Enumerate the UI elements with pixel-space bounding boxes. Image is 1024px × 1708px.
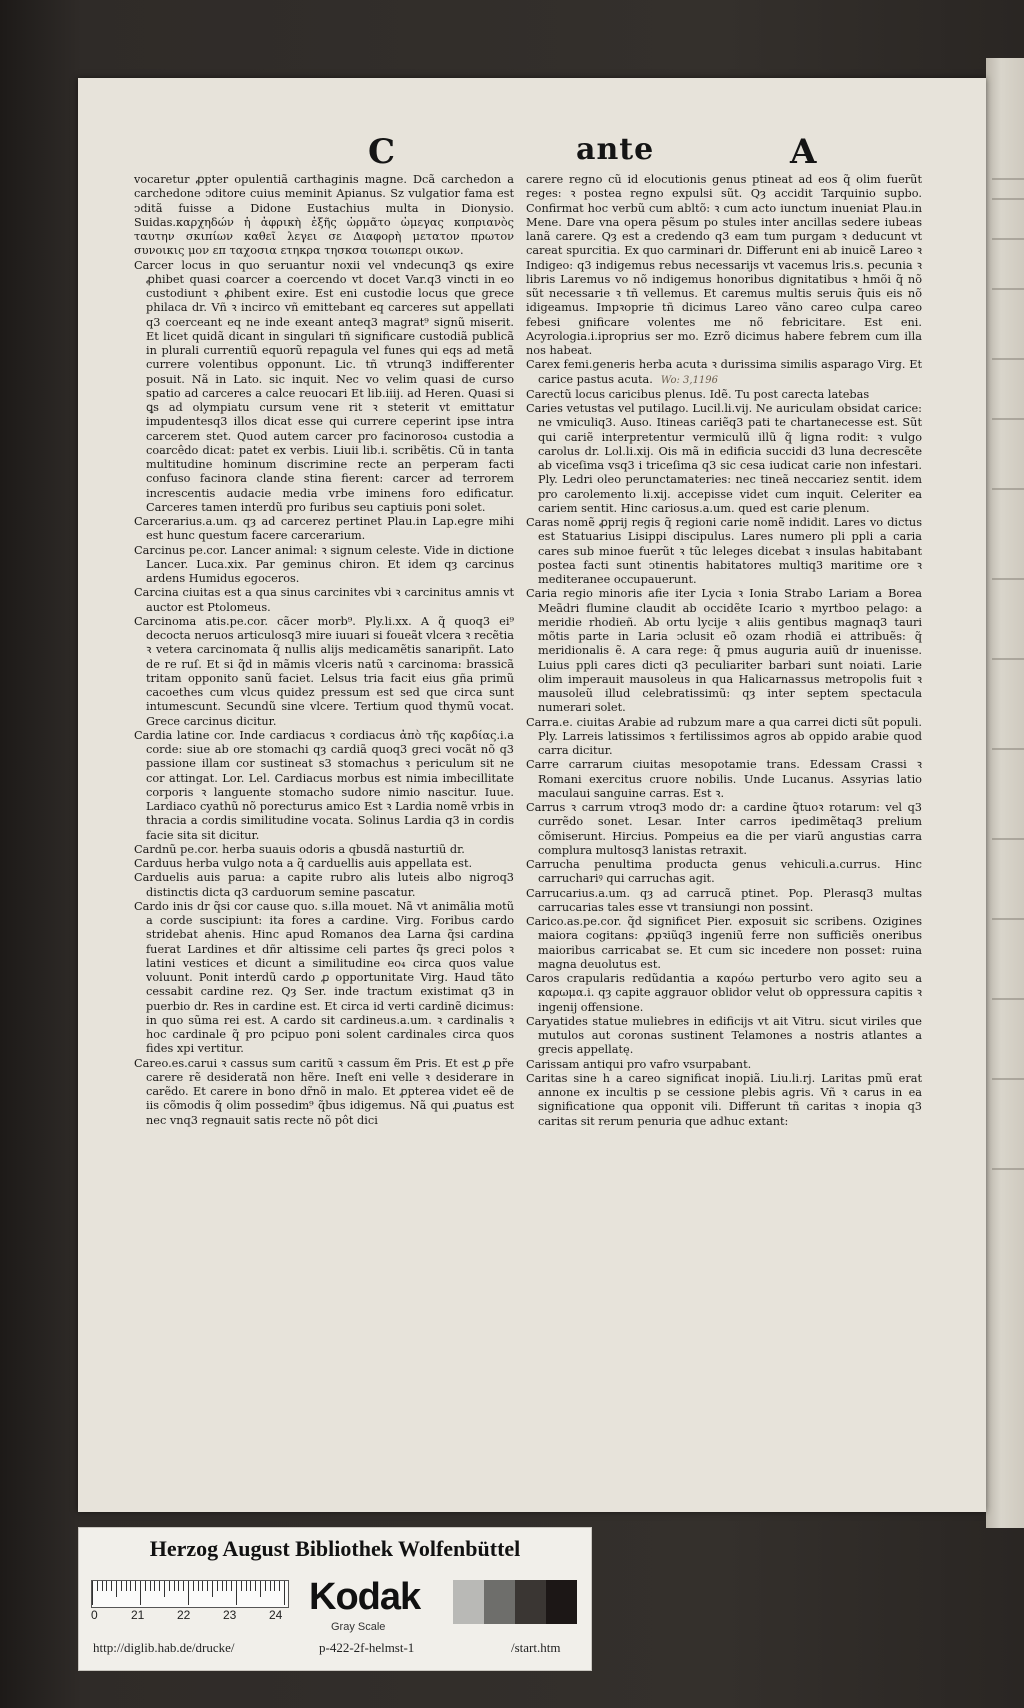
ruler-tick	[231, 1581, 232, 1591]
facing-page-edge	[986, 58, 1024, 1528]
ruler-tick	[174, 1581, 175, 1591]
dictionary-entry: Caros crapularis redũdantia a καρόω perturbo vero agito seu a καρωμα.i. qȝ capite aggrauor oblidor velut ob oppressura capitis ꝛ ingenij offensione.	[526, 972, 922, 1014]
dictionary-entry: Careo.es.carui ꝛ cassus sum caritũ ꝛ cassum ẽm Pris. Et est ꝓ pr̃e carere rẽ desideratã non hẽre. Ineſt eni velle ꝛ desiderare in carẽdo. Et carere in bono dr̃nõ in malo. Et ꝓpterea videt eẽ de iis cõmodis q̃ olim possedim⁹ q̃bus idigemus. Nã qui ꝓuatus est nec vnq3 regnauit satis recte nõ pôt dici	[134, 1056, 514, 1127]
ruler-tick	[130, 1581, 131, 1591]
ruler-tick	[169, 1581, 170, 1591]
kodak-logo: Kodak	[309, 1576, 421, 1618]
dictionary-entry: Cardnũ pe.cor. herba suauis odoris a qbusdã nasturtiũ dr.	[134, 842, 465, 856]
color-target-card	[78, 1527, 592, 1671]
dictionary-entry	[526, 358, 922, 388]
measurement-ruler	[91, 1580, 289, 1608]
ruler-tick	[154, 1581, 155, 1591]
ruler-tick	[207, 1581, 208, 1591]
header-left-letter: C	[368, 132, 396, 172]
dictionary-entry: Carectũ locus caricibus plenus. Idẽ. Tu post carecta latebas	[526, 387, 870, 401]
dictionary-entry: Carduelis auis parua: a capite rubro alis luteis albo nigroq3 distinctis dicta q3 carduorum semine pascatur.	[134, 871, 514, 899]
right-text-column	[526, 173, 922, 1129]
ruler-tick	[250, 1581, 251, 1591]
start-page: /start.htm	[511, 1640, 561, 1655]
dictionary-entry: Carissam antiqui pro vafro vsurpabant.	[526, 1057, 752, 1071]
entry-text: Carex femi.generis herba acuta ꝛ durissima similis asparago Virg. Et carice pastus acuta.	[526, 358, 922, 386]
ruler-label: 22	[177, 1608, 191, 1622]
gray-swatch	[484, 1580, 515, 1624]
ruler-tick	[217, 1581, 218, 1591]
dictionary-entry: Carcerarius.a.um. qȝ ad carcerez pertinet Plau.in Lap.egre mihi est hunc questum facere carcerarium.	[134, 515, 514, 543]
dictionary-entry: Carrus ꝛ carrum vtroq3 modo dr: a cardine q̃tuoꝛ rotarum: vel q3 currẽdo sonet. Lesar. Inter carros ipedimẽtaq3 prelium cõmiserunt. Hircius. Pompeius ea die per viarũ angustias carra complura multosq3 lanistas retraxit.	[526, 801, 922, 857]
ruler-tick	[241, 1581, 242, 1591]
ruler-tick	[270, 1581, 271, 1591]
ruler-tick	[111, 1581, 112, 1591]
book-page	[78, 78, 986, 1512]
left-text-column	[134, 173, 514, 1128]
ruler-tick	[121, 1581, 122, 1591]
url-base: http://diglib.hab.de/drucke/	[93, 1640, 235, 1655]
page-header	[78, 132, 986, 172]
ruler-tick	[188, 1581, 189, 1605]
ruler-tick	[274, 1581, 275, 1591]
dictionary-entry: Caras nomẽ ꝓprij regis q̃ regioni carie nomẽ indidit. Lares vo dictus est Statuarius Lisippi discipulus. Lares numero pli ppli a caria cares sub minoe fuerũt ꝛ tũc leleges dicebat ꝛ insulas habitabant postea facti sunt ↄtinentis habitatores multiq3 maritime ore ꝛ mediteranee occupauerunt.	[526, 516, 922, 586]
dictionary-entry: Carrucha penultima producta genus vehiculi.a.currus. Hinc carruchariꝰ qui carruchas agit.	[526, 858, 922, 886]
ruler-tick	[202, 1581, 203, 1591]
paragraph: carere regno cũ id elocutionis genus ptineat ad eos q̃ olim fuerũt reges: ꝛ postea regno expulsi sũt. Qȝ accidit Tarquinio supbo. Confirmat hoc verbũ cum abltõ: ꝛ cum acto iunctum inueniat Plau.in Mene. Dare vna opera pẽsum po stules inter ancillas sedere iubeas lanã carere. Qȝ est a credendo q3 eam tum purgam ꝛ deducunt vt careat spurcitia. Ex quo carminari dr. Differunt eni ab inuicẽ Lareo ꝛ Indigeo: q3 indigemus rebus necessarijs vt vacemus lris.s. pecunia ꝛ libris Laremus vo nõ indigemus honoribus dignitatibus ꝛ hmõi q̃ nõ sũt necessarie ꝛ tñ vellemus. Et caremus multis seruis q̃uis eis nõ idigeamus. Impꝛoprie tñ dicimus Lareo vãno careo culpa careo febesi gnificare volentes me nõ febricitare. Est eni. Acyrologia.i.iproprius ser mo. Ezrõ dicimus habere febrem cum illa nos habeat.	[526, 173, 922, 357]
ruler-labels	[91, 1608, 301, 1624]
ruler-tick	[279, 1581, 280, 1591]
ruler-tick	[236, 1581, 237, 1605]
gray-scale-swatches	[453, 1580, 577, 1624]
ruler-tick	[159, 1581, 160, 1591]
dictionary-entry: Carico.as.pe.cor. q̃d significet Pier. exposuit sic scribens. Ozigines maiora cogitans: ꝓpꝛiũq3 ingeniũ ferre non sufficiẽs oneribus maioribus carricabat se. Et cum sic incedere non posset: ruina magna deuolutus est.	[526, 915, 922, 971]
gray-swatch	[515, 1580, 546, 1624]
dictionary-entry: Carduus herba vulgo nota a q̃ carduellis auis appellata est.	[134, 857, 473, 870]
ruler-tick	[135, 1581, 136, 1591]
ruler-tick	[150, 1581, 151, 1591]
gray-swatch	[546, 1580, 577, 1624]
ruler-tick	[265, 1581, 266, 1591]
digital-library-urls	[79, 1640, 591, 1664]
paragraph: vocaretur ꝓpter opulentiã carthaginis magne. Dcã carchedon a carchedone ↄditore cuius meminit Apianus. Sz vulgatior fama est ↄditã fuisse a Didone Eustachius multa in Dionysio. Suidas.καρχηδών ἡ ἀφρικὴ ἐξῆς ὠρμᾶτο ὠμεγας κυπριανὸς ταυτην σκιπίων καθεῖ λεγει σε Διαφορὴ μετατον πρωτον συνοικις μον επ ταχοσια ετηκρα τησκσα τοιωπερι οικων.	[134, 173, 514, 258]
gray-scale-label: Gray Scale	[331, 1621, 386, 1633]
dictionary-entry: Carre carrarum ciuitas mesopotamie trans. Edessam Crassi ꝛ Romani exercitus cruore nobilis. Unde Lucanus. Assyrias latio maculaui sanguine carras. Est ꝛ.	[526, 758, 922, 800]
ruler-tick	[193, 1581, 194, 1591]
dictionary-entry: Caries vetustas vel putilago. Lucil.li.vij. Ne auriculam obsidat carice: ne vmiculiq3. Auso. Itineas cariẽq3 pati te chartanecesse est. Sũt qui cariẽ interpretentur vermiculũ illũ q̃ ligna rodit: ꝛ vulgo carolus dr. Lol.li.xij. Ois mã in edificia succidi d3 luna decrescẽte ab viceſima vsq3 i triceſima q3 sic cesa iudicat carie non infestari. Ply. Ledri oleo perunctamateries: nec tineã neccariez sentit. idem pro carolemento li.xij. accepisse videt cum inquit. Celeriter ea cariem sentit. Hinc cariosus.a.um. qued est carie plenum.	[526, 402, 922, 515]
ruler-tick	[106, 1581, 107, 1591]
shelfmark: p-422-2f-helmst-1	[319, 1640, 415, 1655]
ruler-tick	[116, 1581, 117, 1597]
dictionary-entry: Cardia latine cor. Inde cardiacus ꝛ cordiacus ἀπὸ τῆς καρδίας.i.a corde: siue ab ore stomachi qȝ cardiã quoq3 greci vocãt nõ q3 passione illam cor sustineat s3 stomachus ꝛ periculum sit ne cor attingat. Lor. Lel. Cardiacus morbus est nimia imbecillitate corporis ꝛ languente stomacho sudore nimio nascitur. Iuue. Lardiaco cyathũ nõ porecturus amico Est ꝛ Lardia nomẽ vrbis in thracia a cordis similitudine vocata. Solinus Lardia q3 in cordis facie sita sit dicitur.	[134, 728, 514, 842]
ruler-tick	[183, 1581, 184, 1591]
dictionary-entry: Carrucarius.a.um. qȝ ad carrucã ptinet. Pop. Plerasq3 multas carrucarias tales esse vt transiungi non possint.	[526, 886, 922, 914]
ruler-tick	[260, 1581, 261, 1597]
ruler-label: 23	[223, 1608, 237, 1622]
ruler-tick	[246, 1581, 247, 1591]
ruler-tick	[255, 1581, 256, 1591]
header-running-title: ante	[576, 132, 655, 167]
ruler-tick	[145, 1581, 146, 1591]
ruler-tick	[102, 1581, 103, 1591]
dictionary-entry: Cardo inis dr q̃si cor cause quo. s.illa mouet. Nã vt animãlia motũ a corde suscipiunt: ita fores a cardine. Virg. Foribus cardo stridebat ahenis. Hinc apud Romanos dea Larna q̃si cardina fuerat Lardines et dñr altissime celi partes q̃s greci polos ꝛ latini vestices et dicunt a similitudine eo₄ circa quos value voluunt. Ponit interdũ cardo ꝓ opportunitate Virg. Haud tãto cessabit cardine rez. Qȝ Ser. inde tractum existimat q3 in puerbio dr. Res in cardine est. Et circa id verti cardinẽ dicimus: in quo sũma rei est. A cardo sit cardineus.a.um. ꝛ cardinalis ꝛ hoc cardinale q̃ pro pcipuo poni solent cardinales circa quos fides xpi vertitur.	[134, 899, 514, 1056]
ruler-tick	[284, 1581, 285, 1605]
ruler-label: 21	[131, 1608, 145, 1622]
dictionary-entry: Caritas sine h a careo significat inopiã. Liu.li.rj. Laritas pmũ erat annone ex incultis p se cessione plebis agris. Vñ ꝛ carus in ea significatione qua opponit vili. Differunt tñ caritas ꝛ inopia q3 caritas sit rerum penuria que adhuc extant:	[526, 1071, 922, 1128]
dictionary-entry: Carcina ciuitas est a qua sinus carcinites vbi ꝛ carcinitus amnis vt auctor est Ptolomeus.	[134, 586, 514, 614]
ruler-tick	[97, 1581, 98, 1591]
dictionary-entry: Caryatides statue muliebres in edificijs vt ait Vitru. sicut viriles que mutulos aut coronas sustinent Telamones a nostris atlantes a grecis appellatę.	[526, 1014, 922, 1057]
ruler-tick	[222, 1581, 223, 1591]
dictionary-entry: Caria regio minoris afie iter Lycia ꝛ Ionia Strabo Lariam a Borea Meãdri flumine claudit ab occidẽte Icario ꝛ myrtboo pelago: a meridie rhodieñ. Ab ortu lycije ꝛ aliis gentibus magnaq3 tauri mõtis parte in Laria ↄclusit eõ ozam rhodiã ei attribuẽs: q̃ meridionalis ẽ. A cara rege: q̃ pmus auguria auiũ dr inuenisse. Luius ppli cares dicti q3 peculiariter barbari sunt noiati. Larie olim imperauit mausoleus in qua Halicarnassus metropolis fuit ꝛ mausoleũ illud celebratissimũ: qȝ inter septem spectacula numerari solet.	[526, 587, 922, 715]
dictionary-entry: Carcinus pe.cor. Lancer animal: ꝛ signum celeste. Vide in dictione Lancer. Luca.xix. Par geminus chiron. Et idem qȝ carcinus ardens Humidus egoceros.	[134, 543, 514, 585]
ruler-label: 24	[269, 1608, 283, 1622]
dictionary-entry: Carcinoma atis.pe.cor. cãcer morb⁹. Ply.li.xx. A q̃ quoq3 ei⁹ decocta neruos articulosq3 mire iuuari si foueãt vlcera ꝛ recẽtia ꝛ vetera carcinomata q̃ nullis alijs medicamẽtis sanaripñt. Lato de re ruſ. Et si q̃d in mãmis vlceris natũ ꝛ carcinoma: brassicã tritam opponito sanũ faciet. Lelsus tria facit eius gña primũ cacoethes cum vlcus quidez pressum est sed que circa sunt intumescunt. Secundũ sine vlcere. Tertium quod thymũ vocat. Grece carcinus dicitur.	[134, 614, 514, 728]
ruler-tick	[178, 1581, 179, 1591]
library-title: Herzog August Bibliothek Wolfenbüttel	[149, 1536, 521, 1561]
dictionary-entry: Carcer locus in quo seruantur noxii vel vndecunq3 ꝗs exire ꝓhibet quasi coarcer a coercendo vt docet Var.q3 vincti in eo custodiunt ꝛ ꝓhibent exire. Est eni custodie locus que grece philaca dr. Vñ ꝛ incirco vñ emittebant eq carceres sut appellati q3 coerceant eq ne inde exeant anteq3 magrat⁹ signũ miserit. Et licet quidã dicant in singulari tñ significare custodiã publicã in plurali currentiũ equorũ repagula vel funes qui eqs ad metã currere volentibus opponunt. Lic. tñ vtrunq3 indifferenter posuit. Nã in Lato. sic inquit. Nec vo velim quasi de curso spatio ad carceres a calce reuocari Et lib.iiij. ad Heren. Quasi si ꝗs ad olympiatu cursum vene rit ꝛ steterit vt emittatur impudentesq3 illos dicat esse qui currere ceperint ipse intra carcerem stet. Quod autem carcer pro facinoroso₄ custodia a coarcêdo dicat: patet ex verbis. Liuii lib.i. scribẽtis. Cũ in tanta multitudine hominum discrimine recte an perperam facti confuso facinora clande stina fierent: carcer ad terrorem increscentis audacie media vrbe iminens foro edificatur. Carceres tamen interdũ pro furibus seu captiuis poni solet.	[134, 258, 514, 514]
ruler-label: 0	[91, 1608, 98, 1622]
ruler-tick	[212, 1581, 213, 1597]
ruler-tick	[226, 1581, 227, 1591]
ruler-tick	[198, 1581, 199, 1591]
ruler-tick	[164, 1581, 165, 1597]
handwritten-note: Wo: 3,1196	[660, 374, 719, 386]
header-right-letter: A	[790, 132, 817, 172]
ruler-tick	[92, 1581, 93, 1605]
dictionary-entry: Carra.e. ciuitas Arabie ad rubzum mare a qua carrei dicti sũt populi. Ply. Larreis latissimos ꝛ fertilissimos agros ab oppido arabie quod carra dicitur.	[526, 715, 922, 757]
ruler-tick	[126, 1581, 127, 1591]
gray-swatch	[453, 1580, 484, 1624]
ruler-tick	[140, 1581, 141, 1605]
